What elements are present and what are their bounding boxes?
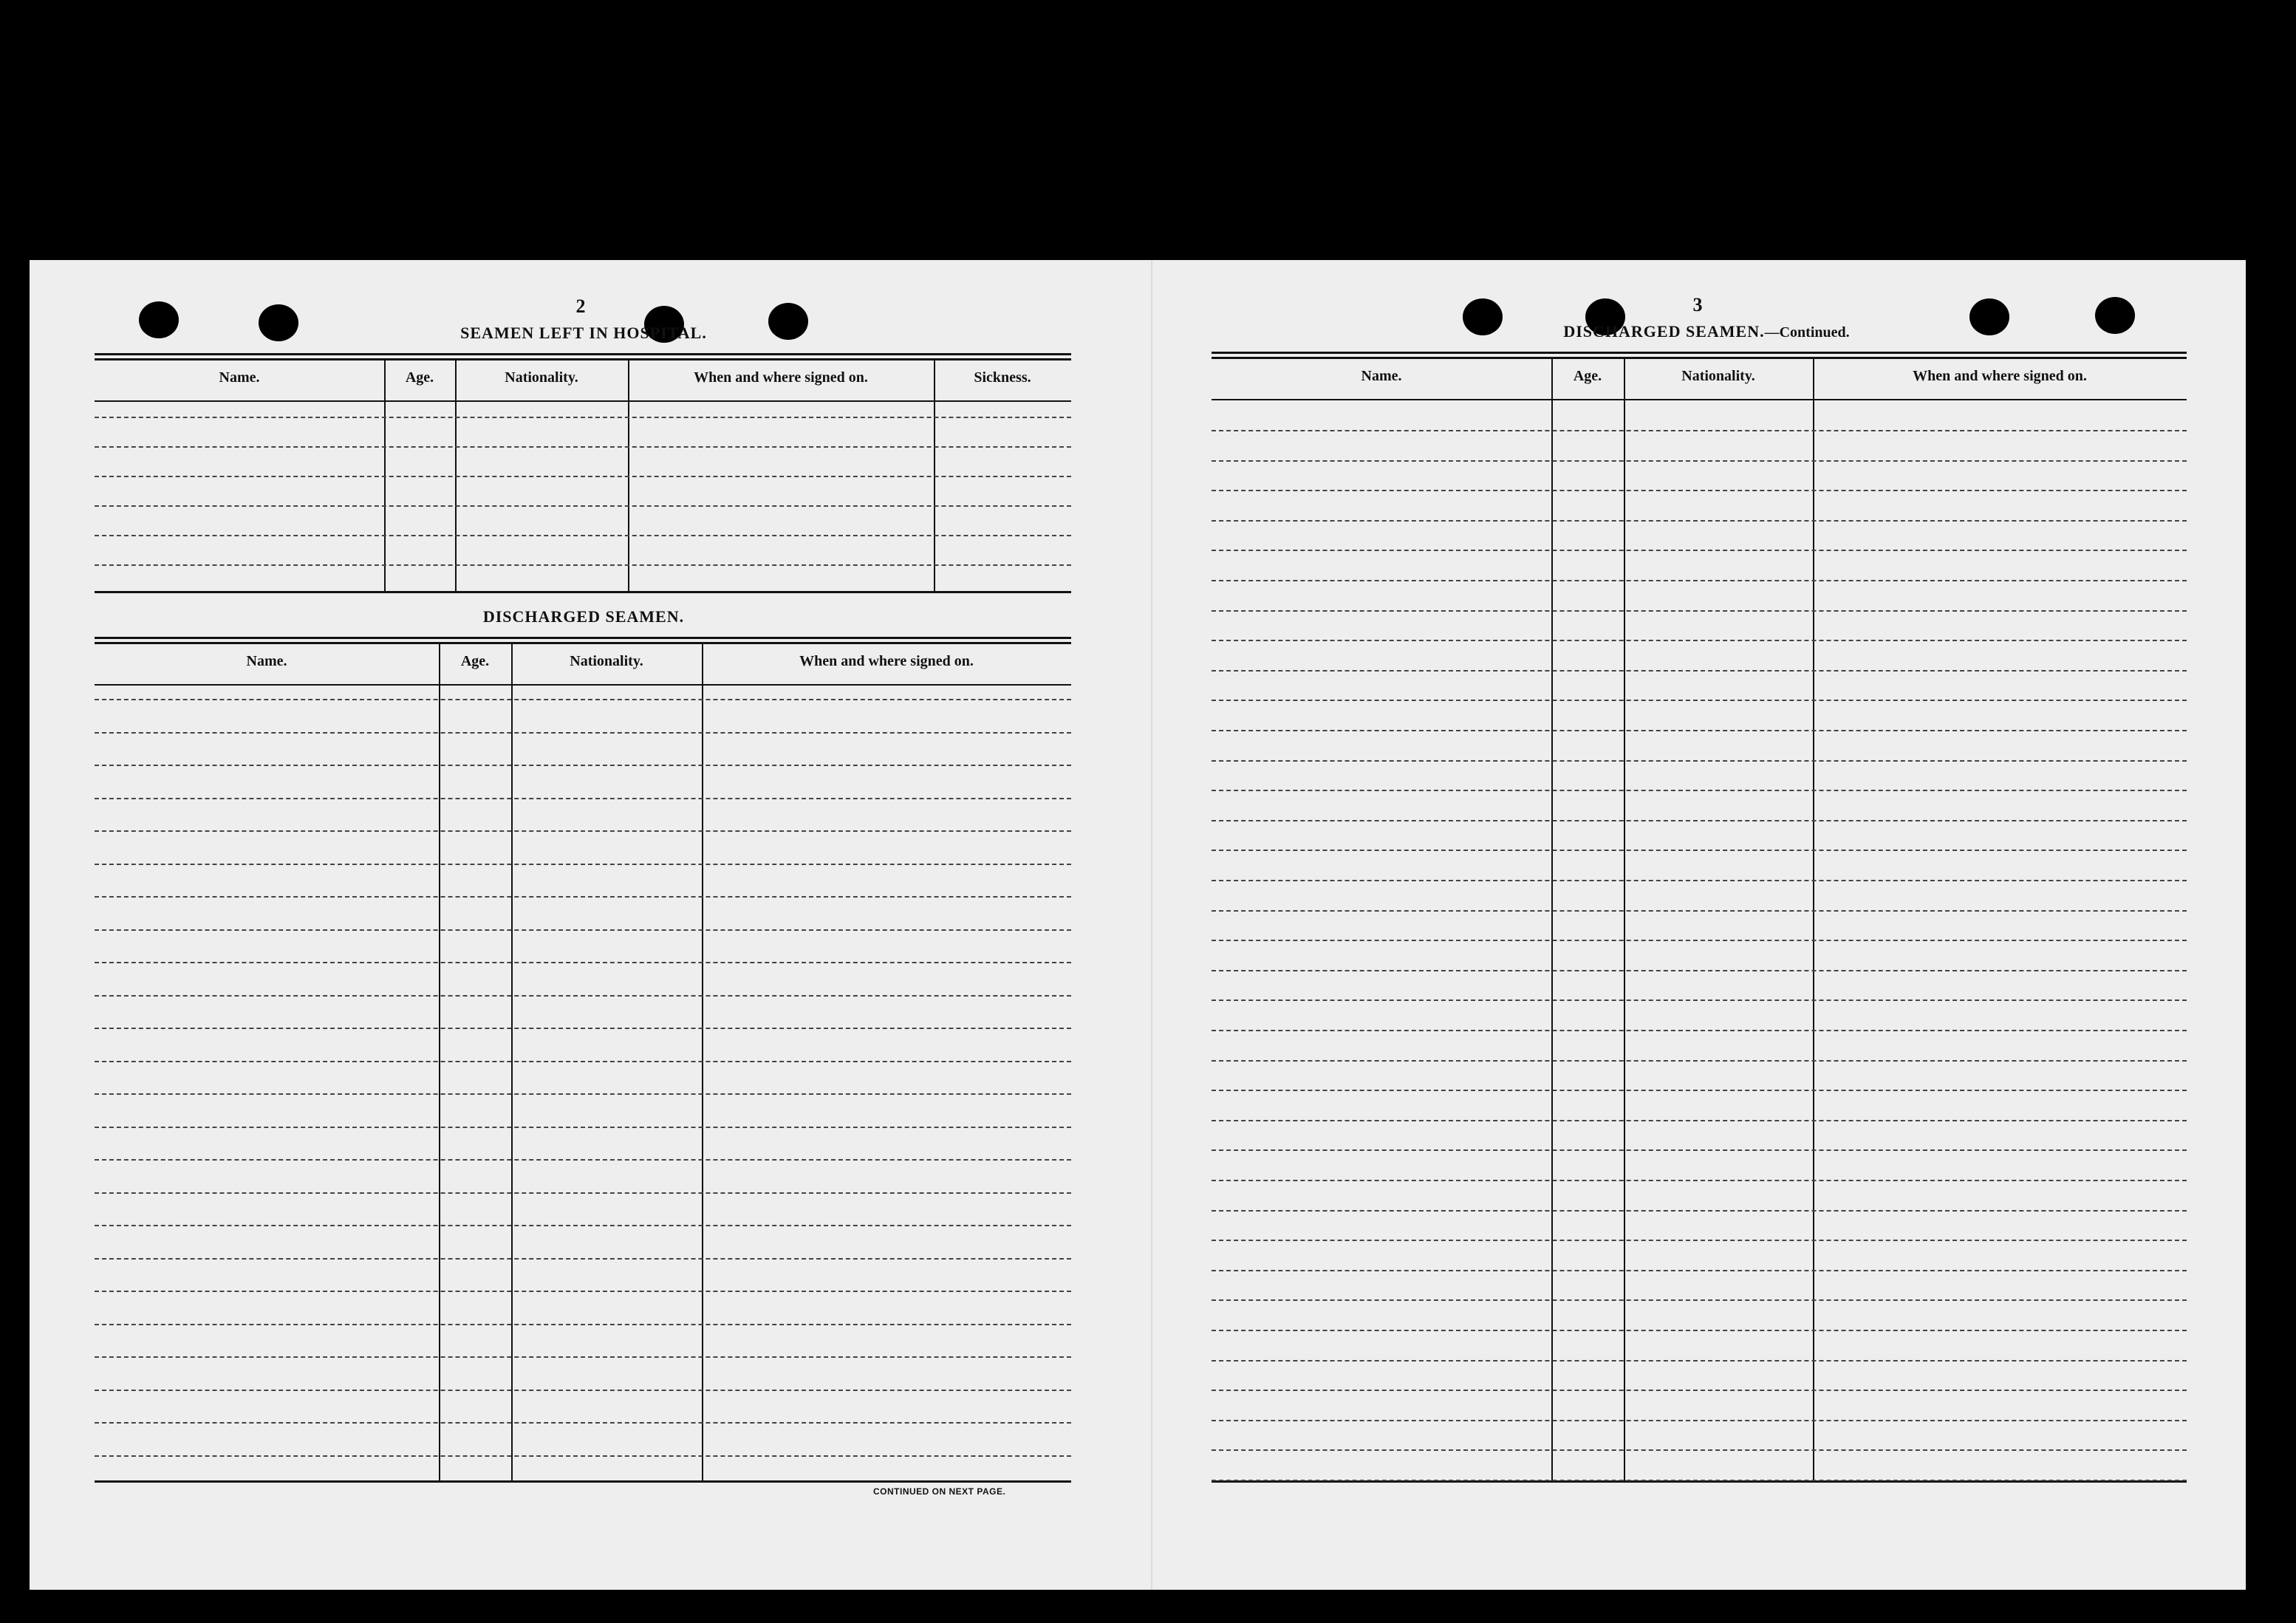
punch-hole — [1463, 298, 1503, 335]
table-row — [1212, 550, 2187, 551]
page-number-right: 3 — [1692, 294, 1703, 315]
table-row — [95, 1093, 1071, 1095]
table-row — [1212, 1449, 2187, 1451]
table-row — [1212, 1360, 2187, 1361]
table-row — [1212, 1120, 2187, 1121]
col-header-signed-on: When and where signed on. — [799, 653, 974, 669]
table-row — [1212, 490, 2187, 491]
table-row — [95, 1291, 1071, 1292]
title-main: DISCHARGED SEAMEN. — [1563, 322, 1765, 341]
table-row — [95, 1390, 1071, 1391]
table-row — [95, 765, 1071, 766]
table-row — [1212, 460, 2187, 462]
table-row — [95, 962, 1071, 963]
col-header-signed-on: When and where signed on. — [694, 369, 868, 386]
table-row — [95, 732, 1071, 734]
table-row — [1212, 1000, 2187, 1001]
table-row — [95, 1028, 1071, 1029]
table-row — [1212, 1330, 2187, 1331]
col-header-nationality: Nationality. — [1681, 368, 1755, 384]
col-header-age: Age. — [1573, 368, 1602, 384]
table-row — [1212, 670, 2187, 672]
table-row — [95, 798, 1071, 799]
hospital-section-title: SEAMEN LEFT IN HOSPITAL. — [460, 324, 707, 342]
table-row — [95, 1422, 1071, 1424]
table-row — [1212, 820, 2187, 821]
table-row — [1212, 520, 2187, 522]
discharged-table-left — [95, 637, 1071, 1485]
table-row — [1212, 970, 2187, 971]
col-header-signed-on: When and where signed on. — [1913, 368, 2087, 384]
table-row — [1212, 580, 2187, 581]
table-row — [1212, 760, 2187, 762]
table-row — [95, 995, 1071, 997]
col-header-sickness: Sickness. — [974, 369, 1031, 386]
col-header-nationality: Nationality. — [505, 369, 578, 386]
table-row — [95, 505, 1071, 507]
discharged-section-title: DISCHARGED SEAMEN. — [482, 607, 685, 626]
page-number-left: 2 — [575, 295, 586, 317]
table-row — [95, 864, 1071, 865]
table-row — [1212, 1270, 2187, 1271]
col-header-name: Name. — [219, 369, 260, 386]
punch-hole — [2095, 297, 2135, 334]
table-row — [1212, 1149, 2187, 1151]
punch-hole — [139, 301, 179, 338]
table-row — [95, 564, 1071, 566]
table-row — [95, 476, 1071, 477]
table-row — [95, 1159, 1071, 1161]
table-row — [95, 1127, 1071, 1128]
table-row — [1212, 1030, 2187, 1031]
punch-hole — [1969, 298, 2009, 335]
table-row — [1212, 610, 2187, 612]
table-row — [95, 1455, 1071, 1457]
table-row — [1212, 940, 2187, 941]
table-row — [1212, 640, 2187, 641]
table-row — [1212, 1180, 2187, 1181]
table-row — [95, 699, 1071, 700]
table-row — [1212, 910, 2187, 912]
col-header-name: Name. — [246, 653, 287, 669]
punch-hole — [768, 303, 808, 340]
table-row — [1212, 1390, 2187, 1391]
table-row — [95, 1192, 1071, 1194]
table-row — [1212, 1480, 2187, 1481]
col-header-nationality: Nationality. — [570, 653, 643, 669]
discharged-table-right — [1212, 352, 2187, 1485]
hospital-table — [95, 353, 1071, 597]
discharged-continued-title — [1500, 322, 1913, 341]
table-row — [95, 896, 1071, 898]
table-row — [95, 830, 1071, 832]
table-row — [95, 535, 1071, 536]
table-row — [1212, 1240, 2187, 1241]
table-row — [1212, 790, 2187, 791]
continued-note: CONTINUED ON NEXT PAGE. — [873, 1486, 1006, 1497]
table-row — [1212, 1090, 2187, 1091]
title-suffix: —Continued. — [1764, 324, 1850, 341]
table-row — [1212, 700, 2187, 701]
table-row — [95, 1061, 1071, 1062]
table-row — [1212, 1210, 2187, 1212]
table-row — [95, 1356, 1071, 1358]
table-row — [95, 417, 1071, 418]
page-fold — [1151, 260, 1152, 1590]
table-row — [1212, 1420, 2187, 1421]
table-row — [1212, 880, 2187, 881]
table-row — [95, 1324, 1071, 1325]
table-row — [1212, 1060, 2187, 1062]
table-row — [95, 446, 1071, 448]
col-header-age: Age. — [460, 653, 490, 669]
col-header-name: Name. — [1361, 368, 1402, 384]
table-row — [1212, 730, 2187, 731]
table-row — [95, 929, 1071, 931]
table-row — [1212, 850, 2187, 851]
col-header-age: Age. — [405, 369, 434, 386]
table-row — [1212, 1299, 2187, 1301]
table-row — [95, 1225, 1071, 1226]
table-row — [1212, 430, 2187, 431]
table-row — [95, 1258, 1071, 1260]
punch-hole — [259, 304, 298, 341]
